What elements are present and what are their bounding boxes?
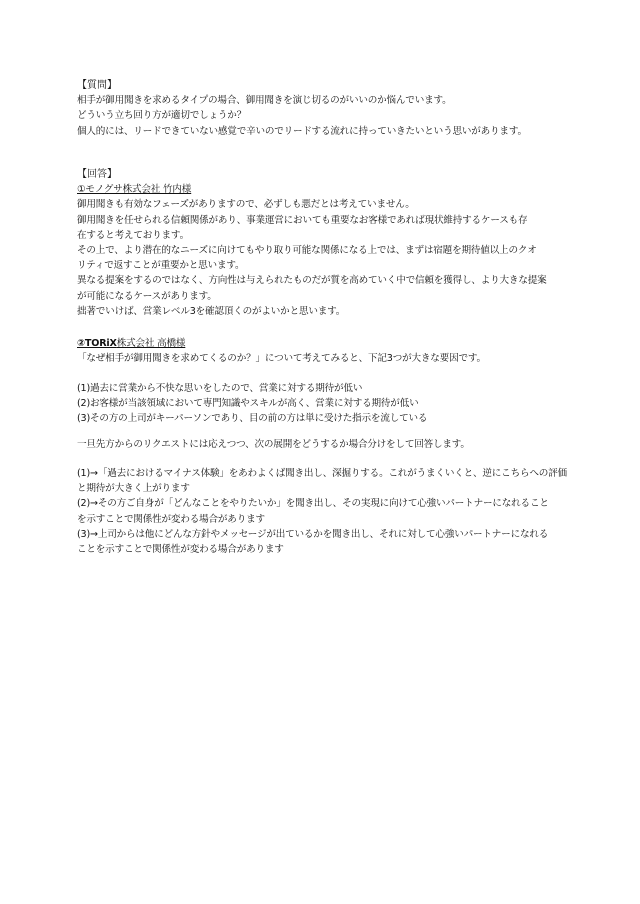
answer-1-line-4: その上で、より潜在的なニーズに向けてもやり取り可能な関係になる上では、まずは宿題を期待値以上のクオ bbox=[77, 245, 537, 257]
answer-2-title-rest: 株式会社 高橋様 bbox=[116, 338, 186, 349]
answer-2-reasons bbox=[77, 381, 567, 427]
case-2-line-2: を示すことで関係性が変わる場合があります bbox=[77, 513, 265, 525]
reason-1: (1)過去に営業から不快な思いをしたので、営業に対する期待が低い bbox=[77, 383, 363, 394]
answer-2-strategy: 一旦先方からのリクエストには応えつつ、次の展開をどうするか場合分けをして回答します。 bbox=[77, 439, 470, 450]
answer-2-title-company: ②TORiX bbox=[77, 338, 117, 349]
question-line-2: どういう立ち回り方が適切でしょうか？ bbox=[77, 110, 247, 122]
answer-1-line-3: 在すると考えております。 bbox=[77, 229, 189, 241]
case-3-line-1: (3)→上司からは他にどんな方針やメッセージが出ているかを聞き出し、それに対して心強いパートナーになれる bbox=[77, 528, 549, 540]
case-3-line-2: ことを示すことで関係性が変わる場合があります bbox=[77, 544, 284, 556]
case-1-line-2: と期待が大きく上がります bbox=[77, 483, 190, 495]
answer-1-line-5: リティで返すことが重要かと思います。 bbox=[77, 260, 245, 272]
case-2-line-1: (2)→その方ご自身が「どんなことをやりたいか」を聞き出し、その実現に向けて心強いパートナーになれること bbox=[77, 498, 549, 510]
answer-1-title: ①モノグサ株式会社 竹内様 bbox=[77, 184, 192, 196]
answer-2-intro: 「なぜ相手が御用聞きを求めてくるのか？」について考えてみると、下記3つが大きな要因です。 bbox=[77, 353, 486, 365]
question-line-1: 相手が御用聞きを求めるタイプの場合、御用聞きを演じ切るのがいいのか悩んでいます。 bbox=[77, 95, 452, 107]
answer-heading: 【回答】 bbox=[77, 169, 117, 180]
answer-1-line-6: 異なる提案をするのではなく、方向性は与えられたものだが質を高めていく中で信頼を獲得し、より大きな提案 bbox=[77, 275, 547, 287]
answer-1-line-1: 御用聞きも有効なフェーズがありますので、必ずしも悪だとは考えていません。 bbox=[77, 199, 415, 211]
answer-2-strategy-block bbox=[77, 437, 567, 452]
reason-2: (2)お客様が当該領域において専門知識やスキルが高く、営業に対する期待が低い bbox=[77, 398, 419, 410]
question-section bbox=[77, 78, 567, 139]
answer-section bbox=[77, 167, 567, 319]
reason-3: (3)その方の上司がキーパーソンであり、目の前の方は単に受けた指示を流している bbox=[77, 413, 428, 425]
answer-1-line-7: が可能になるケースがあります。 bbox=[77, 290, 217, 302]
case-1-line-1: (1)→「過去におけるマイナス体験」をあわよくば聞き出し、深掘りする。これがうまくいくと、逆にこちらへの評価 bbox=[77, 468, 567, 479]
answer-1-line-2: 御用聞きを任せられる信頼関係があり、事業運営においても重要なお客様であれば現状維持するケースも存 bbox=[77, 214, 528, 226]
answer-2-section bbox=[77, 336, 567, 366]
question-heading: 【質問】 bbox=[77, 80, 117, 91]
answer-2-cases bbox=[77, 466, 567, 557]
question-line-3: 個人的には、リードできていない感覚で辛いのでリードする流れに持っていきたいという思いがあります。 bbox=[77, 125, 527, 137]
answer-2-title bbox=[77, 336, 567, 351]
answer-1-line-8: 拙著でいけば、営業レベル3を確認頂くのがよいかと思います。 bbox=[77, 305, 346, 317]
